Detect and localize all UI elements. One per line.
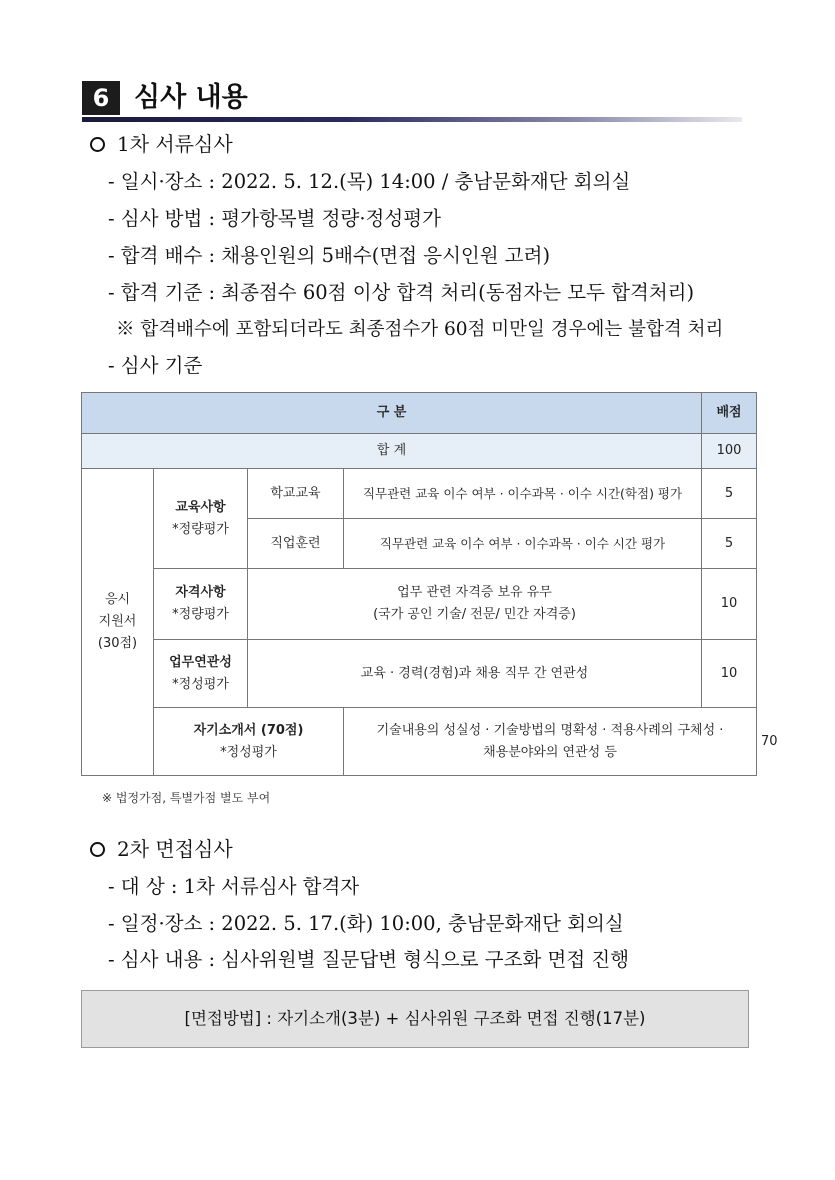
criteria-label: - 심사 기준 — [108, 354, 203, 377]
relevance-method: *정성평가 — [172, 676, 229, 692]
vocational-training-desc: 직무관련 교육 이수 여부 · 이수과목 · 이수 시간 평가 — [344, 519, 702, 569]
education-label: 교육사항 — [175, 499, 226, 515]
school-education-cell: 학교교육 — [248, 469, 344, 519]
first-round-pass-criteria: - 합격 기준 : 최종점수 60점 이상 합격 처리(동점자는 모두 합격처리) — [108, 281, 695, 304]
section-divider — [82, 117, 742, 122]
header-category: 구 분 — [82, 393, 702, 434]
self-intro-method: *정성평가 — [220, 744, 277, 760]
table-row: 자기소개서 (70점) *정성평가 기술내용의 성실성 · 기술방법의 명확성 · 적용사례의 구체성 · 채용분야와의 연관성 등 70 — [82, 708, 757, 776]
relevance-cell — [154, 640, 248, 708]
self-intro-desc — [344, 708, 757, 776]
self-intro-label: 자기소개서 (70점) — [193, 722, 304, 738]
qualification-desc-line2: (국가 공인 기술/ 전문/ 민간 자격증) — [373, 607, 576, 622]
circle-bullet-icon — [90, 842, 105, 857]
self-intro-desc-line2: 채용분야와의 연관성 등 — [483, 744, 617, 760]
table-total-row — [82, 434, 757, 469]
second-round-target: - 대 상 : 1차 서류심사 합격자 — [108, 875, 360, 898]
second-round-schedule: - 일정·장소 : 2022. 5. 17.(화) 10:00, 충남문화재단 회의실 — [108, 912, 624, 935]
qualification-method: *정량평가 — [172, 607, 229, 622]
relevance-label: 업무연관성 — [169, 654, 232, 670]
education-method: *정량평가 — [172, 521, 229, 537]
second-round-heading — [90, 835, 233, 863]
self-intro-desc-line1: 기술내용의 성실성 · 기술방법의 명확성 · 적용사례의 구체성 · — [376, 722, 724, 738]
first-round-note: ※ 합격배수에 포함되더라도 최종점수가 60점 미만일 경우에는 불합격 처리 — [116, 319, 724, 340]
qualification-desc — [248, 569, 702, 640]
vocational-training-score: 5 — [702, 519, 757, 569]
school-education-desc: 직무관련 교육 이수 여부 · 이수과목 · 이수 시간(학점) 평가 — [344, 469, 702, 519]
school-education-score: 5 — [702, 469, 757, 519]
relevance-score: 10 — [702, 640, 757, 708]
first-round-schedule: - 일시·장소 : 2022. 5. 12.(목) 14:00 / 충남문화재단 회의실 — [108, 170, 631, 193]
table-row — [82, 469, 757, 519]
qualification-desc-line1: 업무 관련 자격증 보유 유무 — [397, 585, 552, 600]
header-score: 배점 — [702, 393, 757, 434]
total-score: 100 — [702, 434, 757, 469]
first-round-pass-ratio: - 합격 배수 : 채용인원의 5배수(면접 응시인원 고려) — [108, 244, 551, 267]
qualification-cell — [154, 569, 248, 640]
applicant-group-cell — [82, 469, 154, 776]
table-row — [82, 640, 757, 708]
self-intro-cell — [154, 708, 344, 776]
first-round-heading-text: 1차 서류심사 — [117, 132, 233, 156]
qualification-score: 10 — [702, 569, 757, 640]
table-footnote: ※ 법정가점, 특별가점 별도 부여 — [102, 791, 271, 805]
total-label: 합 계 — [82, 434, 702, 469]
interview-method-box: [면접방법] : 자기소개(3분) + 심사위원 구조화 면접 진행(17분) — [81, 990, 749, 1048]
table-header-row — [82, 393, 757, 434]
section-number: 6 — [82, 81, 120, 115]
applicant-group-line3: (30점) — [97, 636, 138, 651]
education-cell — [154, 469, 248, 569]
section-header — [82, 76, 742, 124]
qualification-label: 자격사항 — [175, 585, 226, 600]
vocational-training-cell: 직업훈련 — [248, 519, 344, 569]
table-row — [82, 569, 757, 640]
criteria-table — [81, 392, 778, 776]
second-round-heading-text: 2차 면접심사 — [117, 837, 233, 861]
section-title: 심사 내용 — [134, 82, 248, 113]
first-round-heading — [90, 130, 233, 158]
relevance-desc: 교육 · 경력(경험)과 채용 직무 간 연관성 — [248, 640, 702, 708]
circle-bullet-icon — [90, 137, 105, 152]
applicant-group-line1: 응시 — [104, 592, 131, 607]
second-round-content: - 심사 내용 : 심사위원별 질문답변 형식으로 구조화 면접 진행 — [108, 948, 630, 971]
applicant-group-line2: 지원서 — [98, 614, 137, 629]
first-round-method: - 심사 방법 : 평가항목별 정량·정성평가 — [108, 207, 441, 230]
